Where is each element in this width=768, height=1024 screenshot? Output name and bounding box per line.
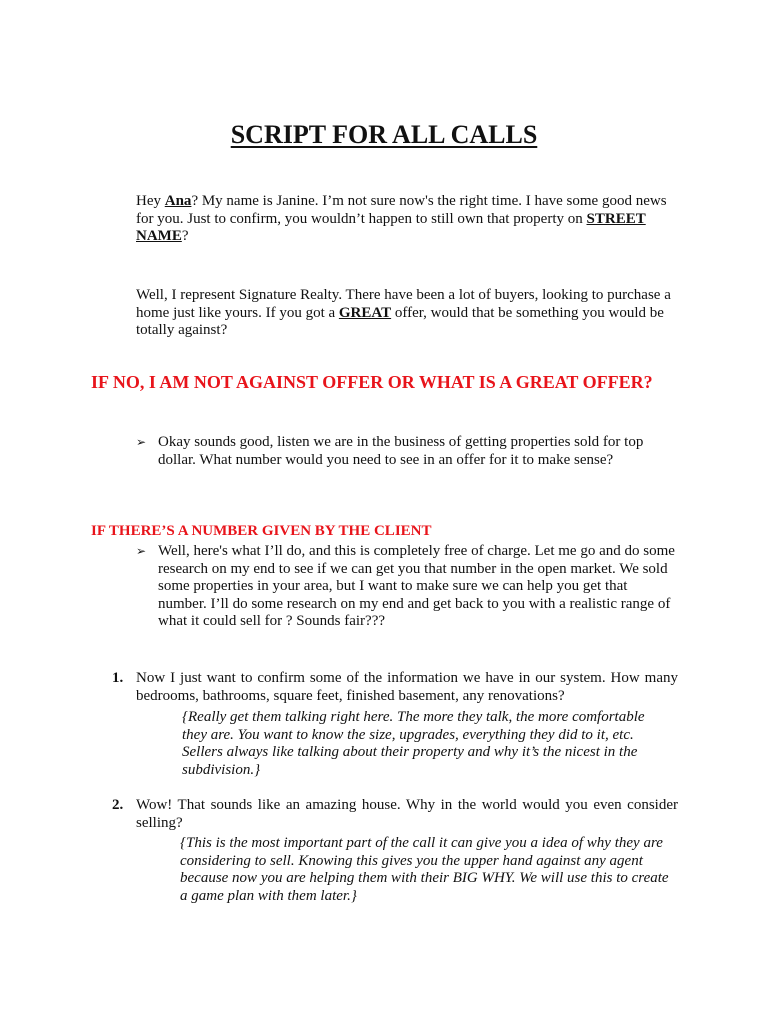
question-text: Wow! That sounds like an amazing house. Why in the world would you even consider selling? <box>136 797 678 831</box>
intro-end: ? <box>181 228 189 244</box>
bullet-number-given <box>136 543 676 631</box>
intro-paragraph <box>136 193 676 246</box>
arrow-bullet-icon: ➢ <box>136 544 147 558</box>
question-2-note: {This is the most important part of the call it can give you a idea of why they are considering to sell. Knowing this gives you the upper hand against any agent because now you are helping them with their BIG WHY. We will use this to create a game plan with them later.} <box>180 835 669 904</box>
question-number: 2. <box>112 797 124 813</box>
pitch-paragraph <box>136 287 676 340</box>
question-number: 1. <box>112 670 124 686</box>
intro-hey: Hey <box>136 193 165 209</box>
intro-body: ? My name is Janine. I’m not sure now's the right time. I have some good news for you. Just to confirm, you wouldn’t happen to still own that property on <box>136 193 667 227</box>
pitch-end: offer, would that be something you would be totally against? <box>136 304 664 338</box>
question-1 <box>112 670 678 705</box>
document-title: SCRIPT FOR ALL CALLS <box>230 120 538 149</box>
question-text: Now I just want to confirm some of the information we have in our system. How many bedrooms, bathrooms, square feet, finished basement, any renovations? <box>136 670 678 704</box>
question-2 <box>112 797 678 832</box>
street-name: STREET NAME <box>136 210 646 244</box>
question-1-note: {Really get them talking right here. The more they talk, the more comfortable they are. You want to know the size, upgrades, everything they did to it, etc. Sellers always like talking about their property and why it’s the nicest in the subdivision.} <box>182 709 645 778</box>
heading-if-no: IF NO, I AM NOT AGAINST OFFER OR WHAT IS A GREAT OFFER? <box>91 372 653 392</box>
great-word: GREAT <box>338 304 392 321</box>
arrow-bullet-icon: ➢ <box>136 435 147 449</box>
bullet-number-given-text: Well, here's what I’ll do, and this is completely free of charge. Let me go and do some research on my end to see if we can get you that number in the open market. We sold some properties in your area, but I want to make sure we can help you get that number. I’ll do some research on my end and get back to you with a realistic range of what it could sell for ? Sounds fair??? <box>158 543 675 629</box>
bullet-if-no-text: Okay sounds good, listen we are in the business of getting properties sold for top dollar. What number would you need to see in an offer for it to make sense? <box>158 434 644 468</box>
pitch-start: Well, I represent Signature Realty. There have been a lot of buyers, looking to purchase a home just like yours. If you got a <box>136 287 671 321</box>
client-name: Ana <box>164 193 192 209</box>
bullet-if-no <box>136 434 676 469</box>
heading-number-given: IF THERE’S A NUMBER GIVEN BY THE CLIENT <box>91 523 432 539</box>
